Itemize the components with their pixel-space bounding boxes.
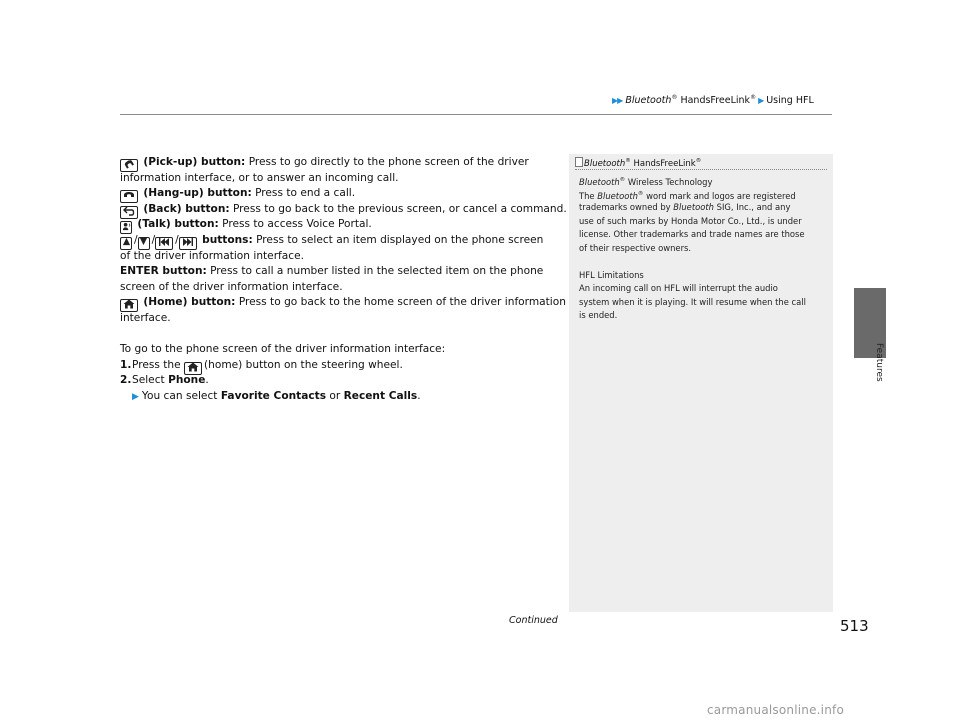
breadcrumb: ▶▶ Bluetooth® HandsFreeLink® ▶ Using HFL (612, 94, 814, 107)
breadcrumb-handsfreelink: HandsFreeLink (680, 95, 751, 107)
selector-line: / / / buttons: Press to select an item displayed on the phone screen (120, 233, 558, 249)
chapter-tab-label: Features (874, 343, 884, 382)
pickup-line: (Pick-up) button: Press to go directly to the phone screen of the driver (120, 155, 558, 171)
page-number: 513 (840, 617, 869, 635)
breadcrumb-bluetooth: Bluetooth (625, 95, 672, 107)
note-divider (575, 169, 827, 170)
procedure-step-1: 1.Press the (home) button on the steering wheel. (120, 358, 558, 374)
substep-arrow-icon: ▶ (132, 391, 139, 402)
note-body: Bluetooth® Wireless Technology The Bluetooth® word mark and logos are registered trademarks owned by Bluetooth SIG, Inc., and any use of such marks by Honda Motor Co., Ltd., is under license. Other trademarks and trade names are those of their respective owners. HFL Limitations An incoming call on HFL will interrupt the audio system when it is playing. It will resume when the call is ended. (579, 174, 829, 323)
header-rule (120, 114, 832, 115)
procedure-step-2: 2.Select Phone. (120, 374, 209, 387)
talk-line: (Talk) button: Press to access Voice Portal. (120, 217, 558, 233)
enter-line: ENTER button: Press to call a number listed in the selected item on the phone (120, 265, 544, 278)
note-marker-icon (575, 157, 583, 167)
home-line: (Home) button: Press to go back to the home screen of the driver information (120, 295, 558, 311)
continued-label: Continued (509, 615, 558, 626)
note-title: Bluetooth® HandsFreeLink® (575, 157, 701, 169)
main-content: (Pick-up) button: Press to go directly to the phone screen of the driver information interface, or to answer an incoming call. (Hang-up) button: Press to end a call. (Back) button: Press to go back to the previous screen, or cancel a command. (Talk) button: Press to access Voice Portal. / / / buttons: Press to select an item displayed on the phone screen of the driver information interface. ENTER button: Press to call a number listed in the selected item on the phone screen of the driver information interface. (Home) button: Press to go back to the home screen of the driver information interface. To go to the phone screen of the driver information interface: 1.Press the (home) button on the steering wheel. 2.Select Phone. ▶ You can select Favorite Contacts or Recent Calls. (120, 155, 558, 405)
breadcrumb-section: Using HFL (766, 95, 814, 107)
breadcrumb-arrow-icon: ▶ (758, 96, 764, 106)
hangup-line: (Hang-up) button: Press to end a call. (120, 186, 558, 202)
breadcrumb-arrow-icon: ▶▶ (612, 96, 623, 106)
note-hfl-limitations-heading: HFL Limitations (579, 269, 644, 280)
watermark: carmanualsonline.info (707, 703, 844, 717)
back-line: (Back) button: Press to go back to the previous screen, or cancel a command. (120, 202, 558, 218)
procedure-substep: ▶ You can select Favorite Contacts or Recent Calls. (132, 389, 421, 402)
procedure-intro: To go to the phone screen of the driver information interface: (120, 343, 446, 356)
